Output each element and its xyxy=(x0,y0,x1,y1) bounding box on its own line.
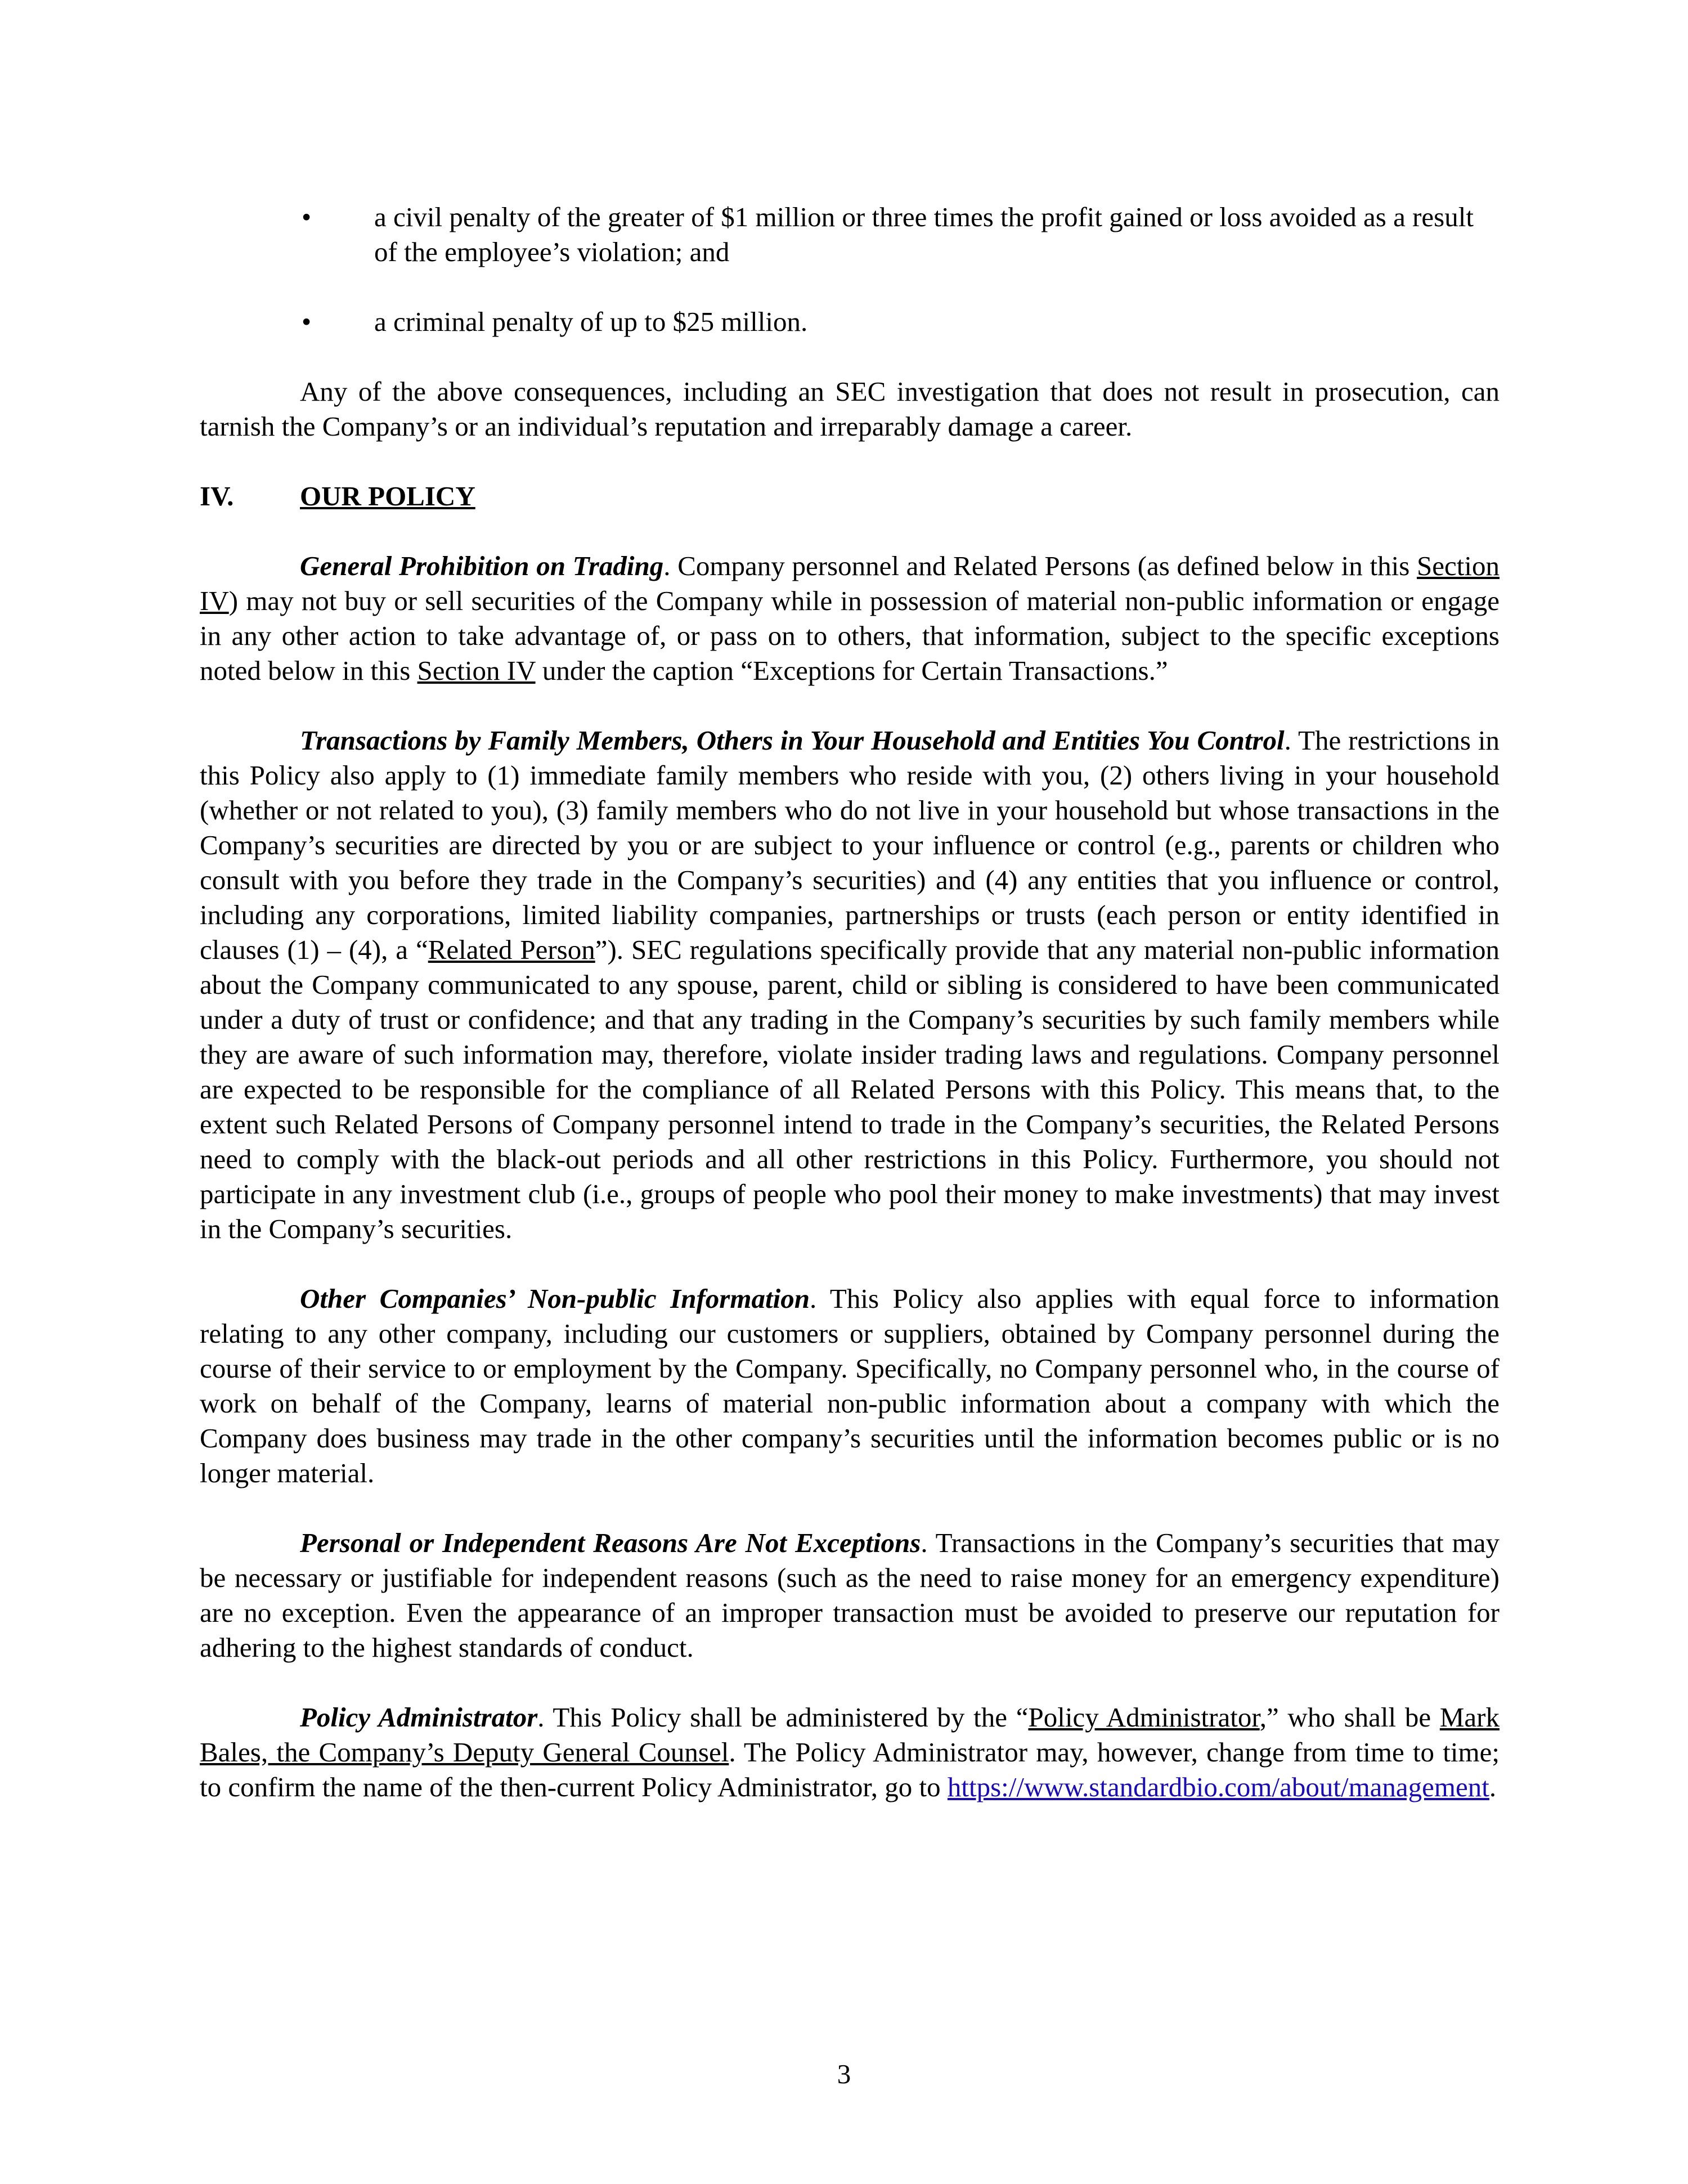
paragraph-text: . Company personnel and Related Persons (as defined below in this xyxy=(663,550,1417,581)
list-item xyxy=(200,304,1500,339)
bullet-icon: • xyxy=(302,201,312,232)
paragraph-text: . This Policy also applies with equal force to information relating to any other company, including our customers or suppliers, obtained by Company personnel during the course of their service to or employment by the Company. Specifically, no Company personnel who, in the course of work on behalf of the Company, learns of material non-public information about a company with which the Company does business may trade in the other company’s securities until the information becomes public or is no longer material. xyxy=(200,1283,1500,1488)
paragraph-text: under the caption “Exceptions for Certain Transactions.” xyxy=(535,655,1168,686)
consequences-paragraph: Any of the above consequences, including an SEC investigation that does not result in prosecution, can tarnish the Company’s or an individual’s reputation and irreparably damage a career. xyxy=(200,376,1500,442)
paragraph-lead: Other Companies’ Non-public Information xyxy=(300,1283,810,1314)
bullet-icon: • xyxy=(302,306,312,337)
policy-administrator-paragraph xyxy=(200,1700,1500,1805)
other-companies-paragraph xyxy=(200,1281,1500,1491)
page-number: 3 xyxy=(837,2059,851,2089)
section-reference: Section IV xyxy=(417,655,536,686)
paragraph-text: ,” who shall be xyxy=(1259,1702,1440,1733)
document-page xyxy=(200,200,1500,1840)
penalty-list xyxy=(200,200,1500,339)
defined-term: Policy Administrator xyxy=(1028,1702,1260,1733)
paragraph-text: . This Policy shall be administered by the “ xyxy=(537,1702,1029,1733)
personal-reasons-paragraph xyxy=(200,1526,1500,1665)
paragraph-text: ) may not buy or sell securities of the Company while in possession of material non-public information or engage in any other action to take advantage of, or pass on to others, that information, subject to the specific exceptions noted below in this xyxy=(200,585,1500,686)
section-reference: Section IV xyxy=(200,550,1500,616)
paragraph-lead: Policy Administrator xyxy=(300,1702,538,1733)
management-page-link[interactable]: https://www.standardbio.com/about/management xyxy=(947,1772,1489,1802)
paragraph-text: . The Policy Administrator may, however, change from time to time; to confirm the name of the then-current Policy Administrator, go to xyxy=(200,1737,1500,1802)
family-members-paragraph xyxy=(200,723,1500,1246)
administrator-name: Mark Bales, the Company’s Deputy General Counsel xyxy=(200,1702,1500,1768)
paragraph-lead: Personal or Independent Reasons Are Not Exceptions xyxy=(300,1527,921,1558)
paragraph-lead: Transactions by Family Members, Others in Your Household and Entities You Control xyxy=(300,725,1285,756)
general-prohibition-paragraph xyxy=(200,549,1500,688)
section-heading xyxy=(200,479,1500,514)
paragraph-text: ”). SEC regulations specifically provide that any material non-public information about the Company communicated to any spouse, parent, child or sibling is considered to have been communicated under a duty of trust or confidence; and that any trading in the Company’s securities by such family members while they are aware of such information may, therefore, violate insider trading laws and regulations. Company personnel are expected to be responsible for the compliance of all Related Persons with this Policy. This means that, to the extent such Related Persons of Company personnel intend to trade in the Company’s securities, the Related Persons need to comply with the black-out periods and all other restrictions in this Policy. Furthermore, you should not participate in any investment club (i.e., groups of people who pool their money to make investments) that may invest in the Company’s securities. xyxy=(200,934,1500,1244)
list-item-text: a civil penalty of the greater of $1 million or three times the profit gained or loss avoided as a result of the employee’s violation; and xyxy=(374,201,1474,267)
paragraph-text: . The restrictions in this Policy also apply to (1) immediate family members who reside with you, (2) others living in your household (whether or not related to you), (3) family members who do not live in your household but whose transactions in the Company’s securities are directed by you or are subject to your influence or control (e.g., parents or children who consult with you before they trade in the Company’s securities) and (4) any entities that you influence or control, including any corporations, limited liability companies, partnerships or trusts (each person or entity identified in clauses (1) – (4), a “ xyxy=(200,725,1500,965)
paragraph-text: . Transactions in the Company’s securities that may be necessary or justifiable for independent reasons (such as the need to raise money for an emergency expenditure) are no exception. Even the appearance of an improper transaction must be avoided to preserve our reputation for adhering to the highest standards of conduct. xyxy=(200,1527,1500,1663)
paragraph-lead: General Prohibition on Trading xyxy=(300,550,664,581)
section-title: OUR POLICY xyxy=(300,481,475,512)
list-item xyxy=(200,200,1500,270)
defined-term: Related Person xyxy=(428,934,595,965)
list-item-text: a criminal penalty of up to $25 million. xyxy=(374,306,808,337)
paragraph-text: . xyxy=(1489,1772,1497,1802)
section-number: IV. xyxy=(200,481,234,512)
